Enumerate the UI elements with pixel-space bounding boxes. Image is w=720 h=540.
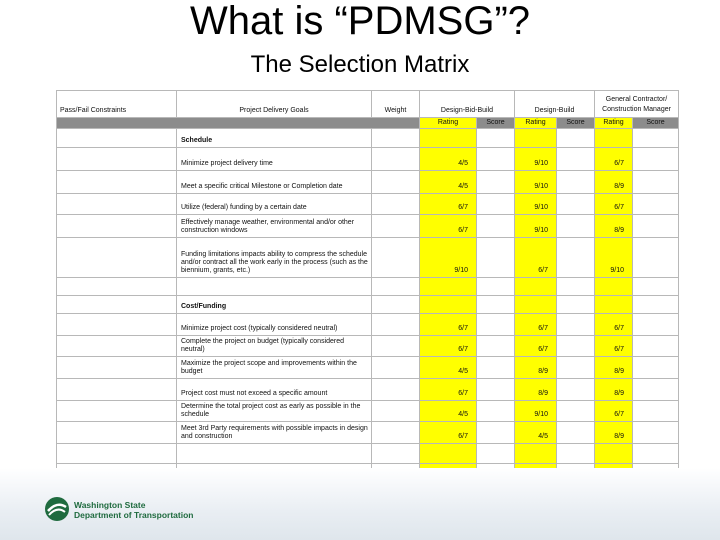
- constraint-cell: [56, 278, 177, 296]
- weight-cell: [372, 296, 420, 314]
- gccm-rating-cell: 6/7: [595, 401, 633, 422]
- weight-cell: [372, 171, 420, 194]
- gccm-score-cell: [633, 278, 679, 296]
- dbb-rating-cell: 4/5: [420, 357, 477, 379]
- db-rating-cell: 4/5: [515, 422, 557, 444]
- header-constraints: Pass/Fail Constraints: [56, 90, 177, 118]
- header-goals: Project Delivery Goals: [177, 90, 372, 118]
- gccm-score-cell: [633, 129, 679, 148]
- db-score-cell: [557, 194, 595, 215]
- dbb-score-cell: [477, 314, 515, 336]
- constraint-cell: [56, 444, 177, 464]
- weight-cell: [372, 357, 420, 379]
- wsdot-logo-icon: [44, 496, 70, 522]
- db-score-cell: [557, 238, 595, 278]
- gccm-score-cell: [633, 215, 679, 238]
- dbb-rating-cell: 4/5: [420, 171, 477, 194]
- dbb-score-cell: [477, 194, 515, 215]
- header-grey-bar: [56, 118, 420, 129]
- db-rating-cell: [515, 278, 557, 296]
- gccm-rating-cell: [595, 444, 633, 464]
- gccm-rating-cell: 6/7: [595, 314, 633, 336]
- dbb-score-cell: [477, 129, 515, 148]
- subheader-rating: Rating: [420, 118, 477, 129]
- db-rating-cell: [515, 444, 557, 464]
- db-score-cell: [557, 357, 595, 379]
- gccm-rating-cell: 8/9: [595, 379, 633, 401]
- gccm-rating-cell: 8/9: [595, 357, 633, 379]
- dbb-rating-cell: 6/7: [420, 314, 477, 336]
- dbb-score-cell: [477, 238, 515, 278]
- dbb-rating-cell: [420, 278, 477, 296]
- db-score-cell: [557, 401, 595, 422]
- dbb-score-cell: [477, 296, 515, 314]
- dbb-rating-cell: 4/5: [420, 148, 477, 171]
- dbb-rating-cell: [420, 296, 477, 314]
- db-rating-cell: 9/10: [515, 171, 557, 194]
- dbb-score-cell: [477, 401, 515, 422]
- dbb-score-cell: [477, 215, 515, 238]
- db-score-cell: [557, 148, 595, 171]
- goal-cell: Determine the total project cost as early as possible in the schedule: [177, 401, 372, 422]
- subheader-score: Score: [557, 118, 595, 129]
- slide-title: What is “PDMSG”?: [189, 0, 531, 43]
- section-heading: Cost/Funding: [177, 296, 372, 314]
- db-score-cell: [557, 171, 595, 194]
- gccm-score-cell: [633, 314, 679, 336]
- constraint-cell: [56, 401, 177, 422]
- constraint-cell: [56, 336, 177, 357]
- logo-line-1: Washington State: [74, 500, 146, 510]
- dbb-rating-cell: [420, 444, 477, 464]
- subheader-rating: Rating: [515, 118, 557, 129]
- gccm-rating-cell: [595, 296, 633, 314]
- wsdot-logo-text: [74, 501, 193, 520]
- dbb-rating-cell: 6/7: [420, 215, 477, 238]
- weight-cell: [372, 422, 420, 444]
- db-rating-cell: 9/10: [515, 148, 557, 171]
- gccm-rating-cell: [595, 278, 633, 296]
- dbb-score-cell: [477, 148, 515, 171]
- gccm-score-cell: [633, 171, 679, 194]
- section-heading: Schedule: [177, 129, 372, 148]
- weight-cell: [372, 314, 420, 336]
- weight-cell: [372, 238, 420, 278]
- constraint-cell: [56, 296, 177, 314]
- dbb-score-cell: [477, 422, 515, 444]
- goal-cell: Effectively manage weather, environmental and/or other construction windows: [177, 215, 372, 238]
- weight-cell: [372, 194, 420, 215]
- dbb-rating-cell: 6/7: [420, 379, 477, 401]
- dbb-score-cell: [477, 336, 515, 357]
- constraint-cell: [56, 357, 177, 379]
- gccm-score-cell: [633, 401, 679, 422]
- goal-cell: Maximize the project scope and improvements within the budget: [177, 357, 372, 379]
- goal-cell: Funding limitations impacts ability to compress the schedule and/or contract all the work early in the process (such as the biennium, grants, etc.): [177, 238, 372, 278]
- gccm-rating-cell: 6/7: [595, 148, 633, 171]
- dbb-rating-cell: [420, 129, 477, 148]
- weight-cell: [372, 336, 420, 357]
- db-score-cell: [557, 278, 595, 296]
- constraint-cell: [56, 422, 177, 444]
- constraint-cell: [56, 238, 177, 278]
- goal-cell: Minimize project cost (typically considered neutral): [177, 314, 372, 336]
- goal-cell: Complete the project on budget (typically considered neutral): [177, 336, 372, 357]
- weight-cell: [372, 215, 420, 238]
- goal-cell: [177, 278, 372, 296]
- gccm-score-cell: [633, 357, 679, 379]
- db-score-cell: [557, 215, 595, 238]
- gccm-score-cell: [633, 379, 679, 401]
- constraint-cell: [56, 379, 177, 401]
- gccm-score-cell: [633, 422, 679, 444]
- db-rating-cell: [515, 296, 557, 314]
- weight-cell: [372, 129, 420, 148]
- goal-cell: Project cost must not exceed a specific amount: [177, 379, 372, 401]
- db-rating-cell: 8/9: [515, 379, 557, 401]
- db-rating-cell: 6/7: [515, 336, 557, 357]
- dbb-rating-cell: 6/7: [420, 194, 477, 215]
- gccm-score-cell: [633, 194, 679, 215]
- subheader-score: Score: [633, 118, 679, 129]
- db-score-cell: [557, 129, 595, 148]
- db-score-cell: [557, 314, 595, 336]
- db-rating-cell: 6/7: [515, 238, 557, 278]
- weight-cell: [372, 401, 420, 422]
- constraint-cell: [56, 129, 177, 148]
- dbb-score-cell: [477, 357, 515, 379]
- goal-cell: Utilize (federal) funding by a certain date: [177, 194, 372, 215]
- gccm-rating-cell: 6/7: [595, 336, 633, 357]
- dbb-score-cell: [477, 379, 515, 401]
- gccm-score-cell: [633, 336, 679, 357]
- gccm-rating-cell: [595, 129, 633, 148]
- dbb-rating-cell: 6/7: [420, 422, 477, 444]
- header-design-bid-build: Design-Bid-Build: [420, 90, 515, 118]
- weight-cell: [372, 379, 420, 401]
- goal-cell: [177, 444, 372, 464]
- weight-cell: [372, 444, 420, 464]
- db-score-cell: [557, 296, 595, 314]
- db-rating-cell: 9/10: [515, 194, 557, 215]
- db-score-cell: [557, 336, 595, 357]
- dbb-score-cell: [477, 444, 515, 464]
- db-rating-cell: 9/10: [515, 401, 557, 422]
- db-score-cell: [557, 422, 595, 444]
- constraint-cell: [56, 314, 177, 336]
- header-design-build: Design-Build: [515, 90, 595, 118]
- constraint-cell: [56, 171, 177, 194]
- dbb-score-cell: [477, 171, 515, 194]
- weight-cell: [372, 148, 420, 171]
- gccm-rating-cell: 8/9: [595, 215, 633, 238]
- gccm-score-cell: [633, 148, 679, 171]
- gccm-score-cell: [633, 444, 679, 464]
- goal-cell: Meet 3rd Party requirements with possible impacts in design and construction: [177, 422, 372, 444]
- dbb-rating-cell: 4/5: [420, 401, 477, 422]
- header-gc-cm: General Contractor/ Construction Manager: [595, 90, 679, 118]
- slide-subtitle: The Selection Matrix: [250, 51, 470, 78]
- goal-cell: Minimize project delivery time: [177, 148, 372, 171]
- db-score-cell: [557, 379, 595, 401]
- db-rating-cell: [515, 129, 557, 148]
- constraint-cell: [56, 215, 177, 238]
- db-rating-cell: 9/10: [515, 215, 557, 238]
- gccm-score-cell: [633, 238, 679, 278]
- gccm-rating-cell: 9/10: [595, 238, 633, 278]
- dbb-rating-cell: 9/10: [420, 238, 477, 278]
- gccm-rating-cell: 8/9: [595, 422, 633, 444]
- subheader-rating: Rating: [595, 118, 633, 129]
- goal-cell: Meet a specific critical Milestone or Completion date: [177, 171, 372, 194]
- db-rating-cell: 6/7: [515, 314, 557, 336]
- constraint-cell: [56, 194, 177, 215]
- gccm-rating-cell: 6/7: [595, 194, 633, 215]
- weight-cell: [372, 278, 420, 296]
- gccm-score-cell: [633, 296, 679, 314]
- db-rating-cell: 8/9: [515, 357, 557, 379]
- selection-matrix-table: [56, 90, 679, 490]
- db-score-cell: [557, 444, 595, 464]
- logo-line-2: Department of Transportation: [74, 509, 194, 520]
- gccm-rating-cell: 8/9: [595, 171, 633, 194]
- constraint-cell: [56, 148, 177, 171]
- dbb-score-cell: [477, 278, 515, 296]
- subheader-score: Score: [477, 118, 515, 129]
- header-weight: Weight: [372, 90, 420, 118]
- dbb-rating-cell: 6/7: [420, 336, 477, 357]
